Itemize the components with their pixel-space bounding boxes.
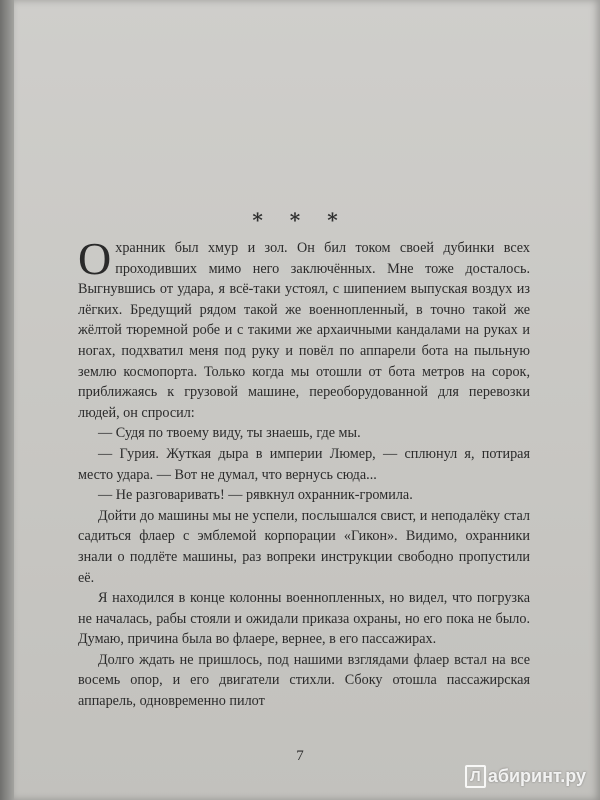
paragraph-1-text: хранник был хмур и зол. Он бил током своей дубинки всех проходивших мимо него заключённых. Мне тоже досталось. Выгнувшись от удара, я всё-таки устоял, с шипением выпуская воздух из лёгких. Бредущий рядом такой же военнопленный, в точно такой же жёлтой тюремной робе и с такими же архаичными кандалами на руках и ногах, подхватил меня под руку и повёл по аппарели бота на пыльную землю космопорта. Только когда мы отошли от бота метров на сорок, приближаясь к грузовой машине, переоборудованной для перевозки людей, он спросил: xyxy=(78,240,530,421)
labirint-watermark xyxy=(465,765,586,788)
paragraph-4: — Не разговаривать! — рявкнул охранник-громила. xyxy=(98,487,413,504)
page-number: 7 xyxy=(296,748,304,764)
drop-cap: О xyxy=(78,233,112,284)
paragraph-2: — Судя по твоему виду, ты знаешь, где мы. xyxy=(98,425,361,442)
body-text xyxy=(78,233,530,712)
paragraph-1 xyxy=(78,233,530,423)
paragraph-6: Я находился в конце колонны военнопленных, но видел, что погрузка не началась, рабы стояли и ожидали приказа охраны, но его пока не было. Думаю, причина была во флаере, вернее, в его пассажирах. xyxy=(78,590,530,648)
book-gutter-shadow xyxy=(0,0,14,800)
paragraph-5: Дойти до машины мы не успели, послышался свист, и неподалёку стал садиться флаер с эмблемой корпорации «Гикон». Видимо, охранники знали о подлёте машины, раз вопреки инструкции свободно пропустили её. xyxy=(78,507,530,586)
paragraph-3: — Гурия. Жуткая дыра в империи Люмер, — сплюнул я, потирая место удара. — Вот не думал, что вернусь сюда... xyxy=(78,445,530,483)
labirint-logo-icon: Л xyxy=(465,765,486,788)
watermark-text: абиринт.ру xyxy=(487,766,586,786)
paragraph-7: Долго ждать не пришлось, под нашими взглядами флаер встал на все восемь опор, и его двигатели стихли. Сбоку отошла пассажирская аппарель, одновременно пилот xyxy=(78,651,530,710)
section-separator: * * * xyxy=(252,208,348,232)
